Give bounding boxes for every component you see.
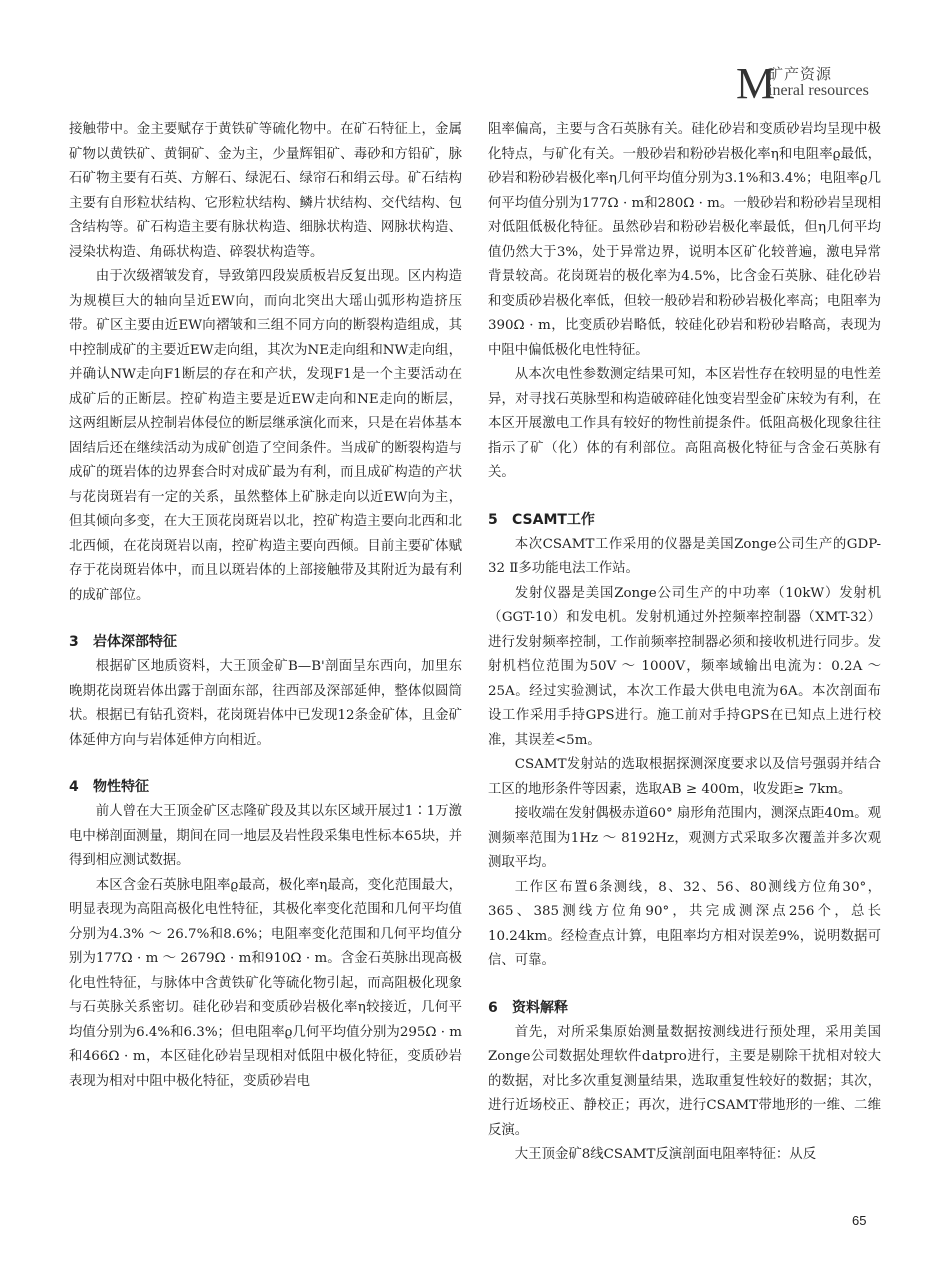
paragraph: 前人曾在大王顶金矿区志隆矿段及其以东区域开展过1∶1万激电中梯剖面测量，期间在同一地层及岩性段采集电性标本65块，并得到相应测试数据。 [69,804,462,868]
paragraph: 接收端在发射偶极赤道60° 扇形角范围内，测深点距40m。观测频率范围为1Hz ～ 8192Hz，观测方式采取多次覆盖并多次观测取平均。 [488,806,881,870]
paragraph: 接触带中。金主要赋存于黄铁矿等硫化物中。在矿石特征上，金属矿物以黄铁矿、黄铜矿、金为主，少量辉钼矿、毒砂和方铅矿，脉石矿物主要有石英、方解石、绿泥石、绿帘石和绢云母。矿石结构主要有自形粒状结构、它形粒状结构、鳞片状结构、交代结构、包含结构等。矿石构造主要有脉状构造、细脉状构造、网脉状构造、浸染状构造、角砾状构造、碎裂状构造等。 [69,122,462,260]
paragraph: 本区含金石英脉电阻率ϱ最高，极化率η最高，变化范围最大，明显表现为高阻高极化电性特征，其极化率变化范围和几何平均值分别为4.3% ～ 26.7%和8.6%；电阻率变化范围和几何平均值分别为177Ω · m ～ 2679Ω · m和910Ω · m。含金石英脉出现高极化电性特征，与脉体中含黄铁矿化等硫化物引起，而高阻极化现象与石英脉关系密切。硅化砂岩和变质砂岩极化率η较接近，几何平均值分别为6.4%和6.3%；但电阻率ϱ几何平均值分别为295Ω · m和466Ω · m，本区硅化砂岩呈现相对低阻中极化特征，变质砂岩表现为相对中阻中极化特征，变质砂岩电 [69,877,462,1089]
section-heading-5 [488,508,881,532]
right-column [488,118,881,1168]
section-title: 资料解释 [512,999,568,1016]
section-title: CSAMT工作 [512,511,595,528]
section-title: 岩体深部特征 [93,634,177,650]
paragraph: 首先，对所采集原始测量数据按测线进行预处理，采用美国Zonge公司数据处理软件datpro进行，主要是剔除干扰相对较大的数据，对比多次重复测量结果，选取重复性较好的数据；其次，进行近场校正、静校正；再次，进行CSAMT带地形的一维、二维反演。 [488,1024,881,1138]
section-title: 物性特征 [93,779,149,795]
paragraph: 从本次电性参数测定结果可知，本区岩性存在较明显的电性差异，对寻找石英脉型和构造破碎硅化蚀变岩型金矿床较为有利，在本区开展激电工作具有较好的物性前提条件。低阻高极化现象往往指示了矿（化）体的有利部位。高阻高极化特征与含金石英脉有关。 [488,367,881,480]
journal-logo-letter: M [736,59,776,108]
section-number: 5 [488,511,498,528]
page-number: 65 [852,1213,867,1228]
section-number: 3 [69,634,79,650]
paragraph: 工作区布置6条测线，8、32、56、80测线方位角30°，365、385测线方位角90°，共完成测深点256个，总长10.24km。经检查点计算，电阻率均方相对误差9%，说明数据可信、可靠。 [488,879,881,968]
section-heading-6 [488,996,881,1020]
journal-name-cn: 矿产资源 [768,65,833,83]
paragraph: 根据矿区地质资料，大王顶金矿B—B'剖面呈东西向，加里东晚期花岗斑岩体出露于剖面东部，往西部及深部延伸，整体似圆筒状。根据已有钻孔资料，花岗斑岩体中已发现12条金矿体，且金矿体延伸方向与岩体延伸方向相近。 [69,659,462,748]
section-number: 6 [488,999,498,1016]
section-heading-4 [69,775,462,799]
paragraph: 本次CSAMT工作采用的仪器是美国Zonge公司生产的GDP-32 Ⅱ多功能电法工作站。 [488,536,881,576]
journal-name-en: ineral resources [768,82,869,99]
paragraph: CSAMT发射站的选取根据探测深度要求以及信号强弱并结合工区的地形条件等因素，选取AB ≥ 400m，收发距≥ 7km。 [488,757,881,797]
paragraph: 大王顶金矿8线CSAMT反演剖面电阻率特征：从反 [514,1147,817,1162]
paragraph: 发射仪器是美国Zonge公司生产的中功率（10kW）发射机（GGT-10）和发电机。发射机通过外控频率控制器（XMT-32）进行发射频率控制，工作前频率控制器必须和接收机进行同步。发射机档位范围为50V ～ 1000V，频率域输出电流为：0.2A ～ 25A。经过实验测试，本次工作最大供电电流为6A。本次剖面布设工作采用手持GPS进行。施工前对手持GPS在已知点上进行校准，其误差<5m。 [488,585,881,748]
left-column [69,118,462,1094]
paragraph: 阻率偏高，主要与含石英脉有关。硅化砂岩和变质砂岩均呈现中极化特点，与矿化有关。一般砂岩和粉砂岩极化率η和电阻率ϱ最低，砂岩和粉砂岩极化率η几何平均值分别为3.1%和3.4%；电阻率ϱ几何平均值分别为177Ω · m和280Ω · m。一般砂岩和粉砂岩呈现相对低阻低极化特征。虽然砂岩和粉砂岩极化率最低，但η几何平均值仍然大于3%，处于异常边界，说明本区矿化较普遍，激电异常背景较高。花岗斑岩的极化率为4.5%，比含金石英脉、硅化砂岩和变质砂岩极化率低，但较一般砂岩和粉砂岩极化率高；电阻率为390Ω · m，比变质砂岩略低，较硅化砂岩和粉砂岩略高，表现为中阻中偏低极化电性特征。 [488,122,881,358]
paragraph: 由于次级褶皱发育，导致第四段炭质板岩反复出现。区内构造为规模巨大的轴向呈近EW向，而向北突出大瑶山弧形构造挤压带。矿区主要由近EW向褶皱和三组不同方向的断裂构造组成，其中控制成矿的主要近EW走向组，其次为NE走向组和NW走向组，并确认NW走向F1断层的存在和产状，发现F1是一个主要活动在成矿后的正断层。控矿构造主要是近EW走向和NE走向的断层，这两组断层从控制岩体侵位的断层继承演化而来，只是在岩体基本固结后还在继续活动为成矿创造了空间条件。当成矿的断裂构造与成矿的斑岩体的边界套合时对成矿最为有利，而且成矿构造的产状与花岗斑岩有一定的关系，虽然整体上矿脉走向以近EW向为主，但其倾向多变，在大王顶花岗斑岩以北，控矿构造主要向北西和北北西倾，在花岗斑岩以南，控矿构造主要向西倾。目前主要矿体赋存于花岗斑岩体中，而且以斑岩体的上部接触带及其附近为最有利的成矿部位。 [69,269,462,603]
section-number: 4 [69,779,79,795]
journal-logo [736,59,906,108]
section-heading-3 [69,630,462,654]
